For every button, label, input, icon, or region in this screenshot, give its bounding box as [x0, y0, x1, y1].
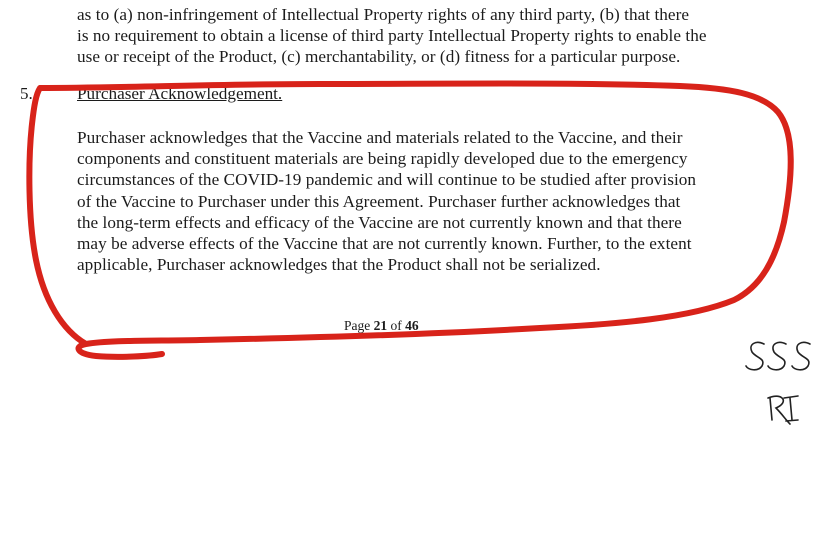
text-line: of the Vaccine to Purchaser under this Agreement. Purchaser further acknowledges that [77, 191, 681, 211]
page-separator: of [390, 318, 402, 333]
page-label: Page [344, 318, 371, 333]
section-number: 5. [20, 84, 33, 103]
text-line: components and constituent materials are being rapidly developed due to the emergency [77, 149, 688, 169]
initials-ri [768, 396, 798, 424]
section-heading: Purchaser Acknowledgement. [77, 84, 283, 103]
text-line: may be adverse effects of the Vaccine that are not currently known. Further, to the extent [77, 234, 692, 254]
text-line: Purchaser acknowledges that the Vaccine and materials related to the Vaccine, and their [77, 128, 683, 147]
purchaser-acknowledgement-paragraph [77, 127, 696, 275]
text-line: use or receipt of the Product, (c) merchantability, or (d) fitness for a particular purpose. [77, 47, 681, 67]
page-total: 46 [405, 318, 419, 333]
text-line: is no requirement to obtain a license of third party Intellectual Property rights to enable the [77, 26, 707, 46]
page-current: 21 [373, 318, 388, 333]
page-number [344, 318, 419, 334]
warranty-disclaimer-paragraph [77, 4, 707, 68]
initials-sss [746, 342, 810, 369]
text-line: the long-term effects and efficacy of the Vaccine are not currently known and that there [77, 212, 682, 232]
text-line: circumstances of the COVID-19 pandemic and will continue to be studied after provision [77, 170, 697, 190]
text-line: as to (a) non-infringement of Intellectual Property rights of any third party, (b) that there [77, 5, 690, 24]
text-line: applicable, Purchaser acknowledges that the Product shall not be serialized. [77, 255, 601, 275]
